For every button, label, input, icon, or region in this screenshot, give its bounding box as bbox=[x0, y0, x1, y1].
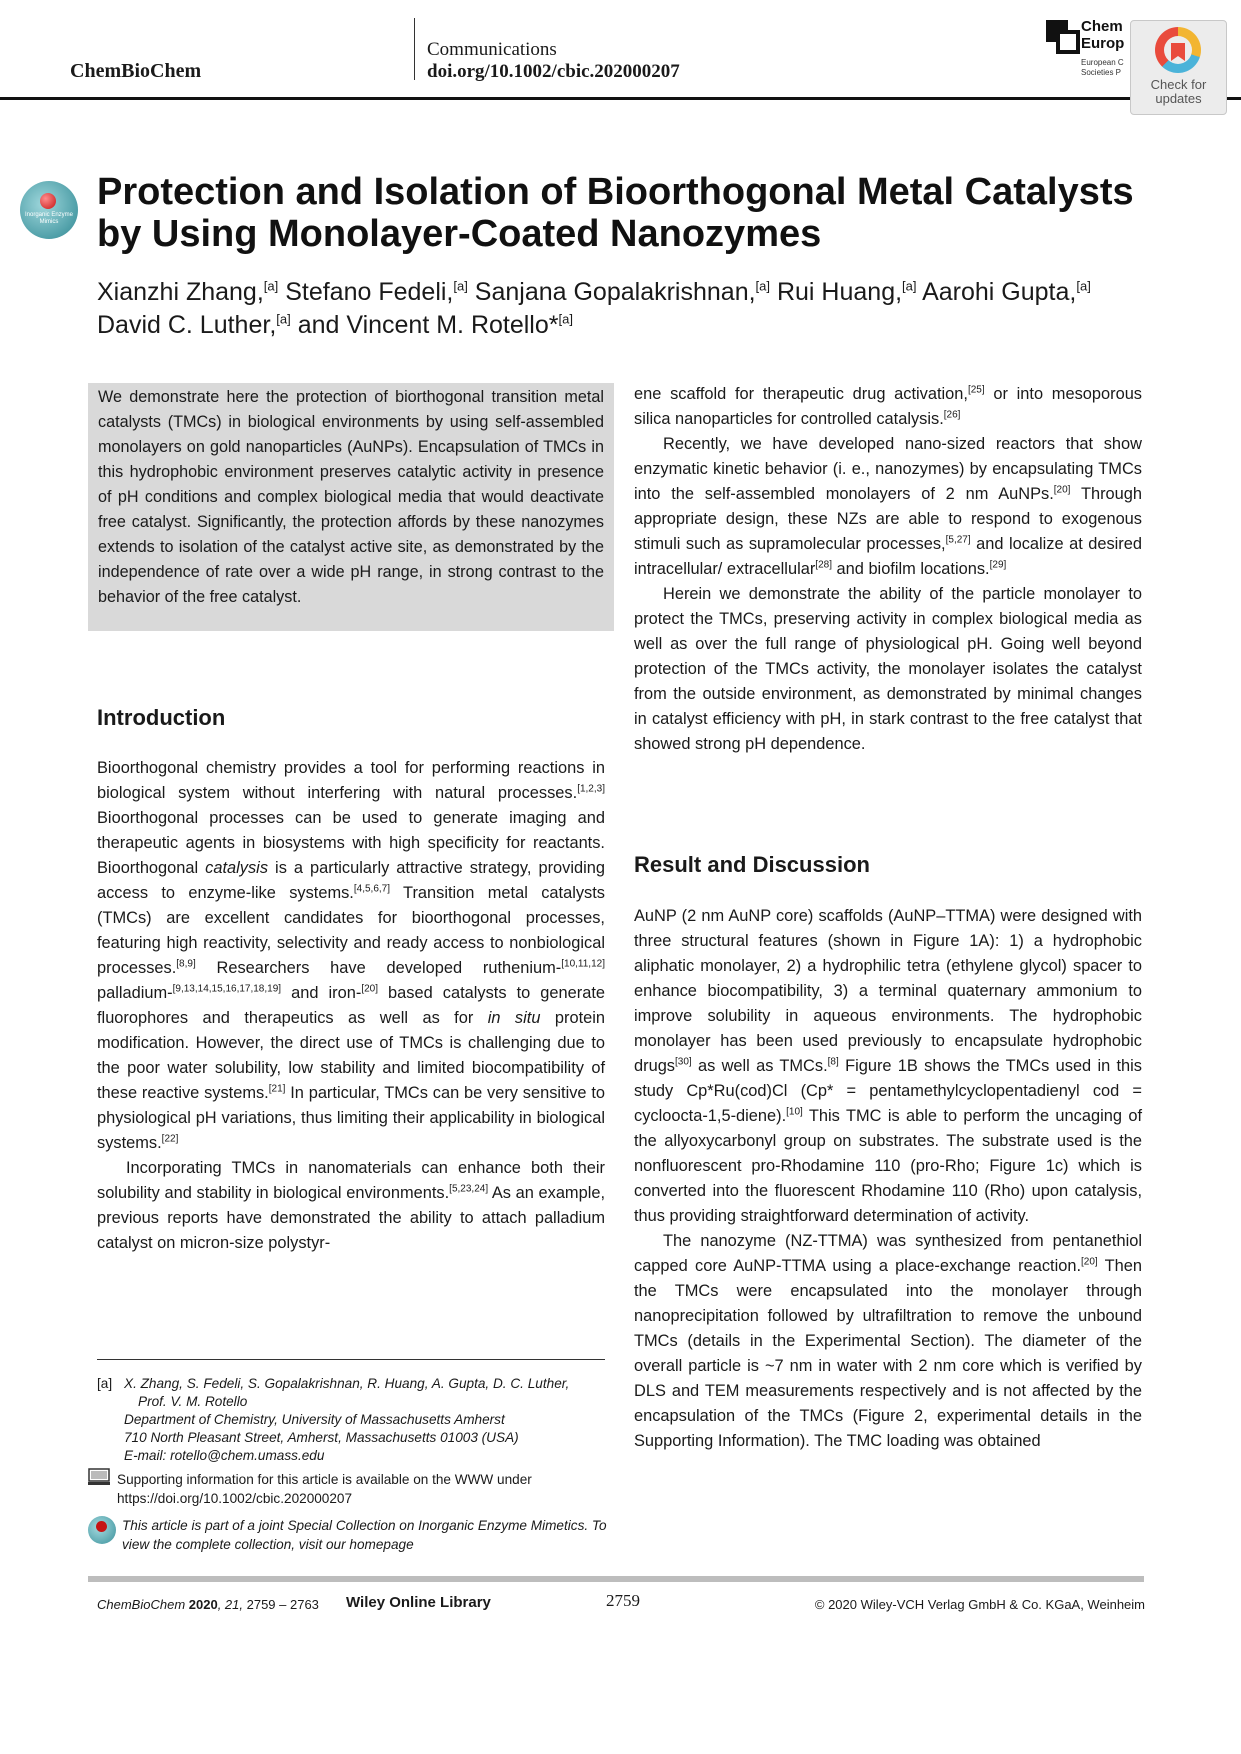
author bbox=[475, 278, 770, 306]
citation-ref: [22] bbox=[161, 1133, 179, 1145]
chemistry-europe-logo-icon bbox=[1046, 18, 1086, 58]
author-affiliation: [a] bbox=[755, 278, 771, 294]
citation-ref: [4,5,6,7] bbox=[353, 883, 390, 895]
collection-sphere-icon bbox=[96, 1521, 107, 1532]
publisher-logo-line: Europ bbox=[1081, 35, 1125, 52]
introduction-body bbox=[97, 756, 605, 1256]
results-heading: Result and Discussion bbox=[634, 852, 870, 877]
author bbox=[285, 278, 468, 306]
affiliation-lines bbox=[124, 1375, 604, 1465]
text-run: palladium- bbox=[97, 984, 173, 1002]
paragraph bbox=[634, 582, 1142, 757]
publisher-logo-subline: European C bbox=[1081, 58, 1124, 67]
author-name: David C. Luther, bbox=[97, 311, 277, 339]
citation-ref: [8] bbox=[827, 1056, 839, 1068]
affiliation-email[interactable]: E-mail: rotello@chem.umass.edu bbox=[124, 1448, 325, 1463]
citation-ref: [28] bbox=[815, 559, 832, 571]
badge-label: Inorganic Enzyme Mimics bbox=[24, 212, 74, 225]
citation-ref: [20] bbox=[1081, 1256, 1098, 1268]
citation-ref: [1,2,3] bbox=[577, 783, 605, 795]
footer-volume: , 21, bbox=[217, 1597, 243, 1612]
citation-ref: [20] bbox=[1053, 484, 1071, 496]
text-run: Bioorthogonal chemistry provides a tool for performing reactions in biological system without interfering with natural processes. bbox=[97, 759, 605, 802]
paragraph bbox=[97, 756, 605, 1156]
text-run: Bioorthogonal processes can be used to generate imaging and therapeutic agents in biosystems with high specificity for reactants. Bioorthogonal bbox=[97, 809, 605, 877]
affiliation-line: X. Zhang, S. Fedeli, S. Gopalakrishnan, R. Huang, A. Gupta, D. C. Luther, bbox=[124, 1376, 570, 1391]
citation-ref: [5,23,24] bbox=[449, 1183, 489, 1195]
affiliation-line: 710 North Pleasant Street, Amherst, Massachusetts 01003 (USA) bbox=[124, 1430, 519, 1445]
paragraph bbox=[634, 904, 1142, 1229]
author-name: and Vincent M. Rotello* bbox=[297, 311, 559, 339]
doi-link[interactable]: doi.org/10.1002/cbic.202000207 bbox=[427, 61, 680, 82]
supporting-information-note[interactable]: Supporting information for this article is available on the WWW under https://doi.org/10.1002/cbic.202000207 bbox=[117, 1472, 532, 1506]
citation-ref: [20] bbox=[361, 983, 378, 995]
paragraph bbox=[634, 432, 1142, 582]
abstract-text: We demonstrate here the protection of biorthogonal transition metal catalysts (TMCs) in biological environments by using self-assembled monolayers on gold nanoparticles (AuNPs). Encapsulation of TMCs in this hydrophobic environment preserves catalytic activity in presence of pH conditions and complex biological media that would deactivate free catalyst. Significantly, the protection affords by these nanozymes extends to isolation of the catalyst active site, as demonstrated by the independence of rate over a wide pH range, in strong contrast to the behavior of the free catalyst. bbox=[98, 388, 604, 606]
text-run: Herein we demonstrate the ability of the particle monolayer to protect the TMCs, preserving activity in complex biological media as well as over the full range of physiological pH. Going well beyond protection of the TMCs activity, the monolayer isolates the catalyst from the outside environment, as demonstrated by minimal changes in catalyst efficiency with pH, in stark contrast to the free catalyst that showed strong pH dependence. bbox=[634, 585, 1142, 753]
author-name: Stefano Fedeli, bbox=[285, 278, 454, 306]
citation-ref: [21] bbox=[268, 1083, 286, 1095]
footnote-divider bbox=[97, 1359, 605, 1360]
text-run: Figure 1B shows the TMCs used in this study Cp*Ru(cod)Cl (Cp* = pentamethylcyclopentadienyl cod = cycloocta-1,5-diene). bbox=[634, 1057, 1143, 1125]
affiliation-line: Department of Chemistry, University of Massachusetts Amherst bbox=[124, 1412, 505, 1427]
text-run: Then the TMCs were encapsulated into the monolayer through nanoprecipitation followed by ultrafiltration to remove the unbound TMCs (details in the Experimental Section). The diameter of the overall particle is ~7 nm in water with 2 nm core which is verified by DLS and TEM measurements respectively and is not affected by the encapsulation of the TMCs (Figure 2, experimental details in the Supporting Information). The TMC loading was obtained bbox=[634, 1257, 1142, 1450]
special-collection-badge-icon bbox=[20, 181, 78, 239]
italic-text: in situ bbox=[487, 1009, 541, 1027]
author bbox=[298, 311, 573, 339]
paragraph bbox=[634, 1229, 1142, 1454]
header-rule bbox=[0, 97, 1241, 100]
text-run: as well as TMCs. bbox=[691, 1057, 828, 1075]
text-run: is a particularly attractive strategy, providing access to enzyme-like systems. bbox=[97, 859, 605, 902]
text-run: Incorporating TMCs in nanomaterials can enhance both their solubility and stability in biological environments. bbox=[97, 1159, 605, 1202]
footer-year: 2020 bbox=[188, 1597, 218, 1612]
author-affiliation: [a] bbox=[558, 311, 573, 327]
footer-rule bbox=[88, 1576, 1144, 1582]
author-affiliation: [a] bbox=[902, 278, 917, 294]
citation-ref: [8,9] bbox=[176, 958, 196, 970]
author bbox=[777, 278, 917, 306]
italic-text: catalysis bbox=[205, 859, 269, 877]
citation-ref: [10,11,12] bbox=[561, 958, 605, 970]
paragraph bbox=[97, 1156, 605, 1256]
text-run: protein modification. However, the direct use of TMCs is challenging due to the poor water solubility, low stability and limited biocompatibility of these reactive systems. bbox=[97, 1009, 605, 1102]
author-name: Rui Huang, bbox=[776, 278, 903, 306]
abstract-box bbox=[88, 383, 614, 631]
text-run: AuNP (2 nm AuNP core) scaffolds (AuNP–TTMA) were designed with three structural features (shown in Figure 1A): 1) a hydrophobic aliphatic monolayer, 2) a hydrophilic tetra (ethylene glycol) spacer to enhance biocompatibility, 3) a terminal quaternary ammonium to improve solubility in aqueous environments. The hydrophobic monolayer has been used previously to encapsulate hydrophobic drugs bbox=[634, 907, 1142, 1075]
article-title: Protection and Isolation of Bioorthogonal Metal Catalysts by Using Monolayer-Coated Nanozymes bbox=[97, 171, 1134, 255]
publisher-logo-text bbox=[1081, 18, 1131, 52]
citation-ref: [30] bbox=[675, 1056, 692, 1068]
copyright-notice: © 2020 Wiley-VCH Verlag GmbH & Co. KGaA, Weinheim bbox=[814, 1597, 1145, 1612]
citation-ref: [5,27] bbox=[945, 534, 971, 546]
introduction-continued bbox=[634, 382, 1142, 757]
citation-ref: [9,13,14,15,16,17,18,19] bbox=[172, 983, 282, 995]
journal-name: ChemBioChem bbox=[70, 60, 202, 82]
affiliation-marker: [a] bbox=[97, 1376, 113, 1391]
affiliation-line: Prof. V. M. Rotello bbox=[138, 1394, 248, 1409]
author bbox=[922, 278, 1091, 306]
results-body bbox=[634, 904, 1142, 1454]
special-collection-note: This article is part of a joint Special Collection on Inorganic Enzyme Mimetics. To view the complete collection, visit our homepage bbox=[122, 1518, 607, 1552]
header-divider bbox=[414, 18, 415, 80]
author-list bbox=[97, 276, 1157, 342]
text-run: This TMC is able to perform the uncaging of the allyoxycarbonyl group on substrates. The substrate used is the nonfluorescent pro-Rhodamine 110 (pro-Rho; Figure 1c) which is converted into the fluorescent Rhodamine 110 (Rho) upon catalysis, thus providing straightforward determination of activity. bbox=[634, 1107, 1142, 1225]
author-affiliation: [a] bbox=[1076, 278, 1091, 294]
section-label: Communications bbox=[427, 39, 557, 60]
check-for-updates-button[interactable] bbox=[1130, 20, 1227, 115]
author-affiliation: [a] bbox=[453, 278, 468, 294]
text-run: Transition metal catalysts (TMCs) are excellent candidates for bioorthogonal processes, featuring high reactivity, selectivity and ready access to nonbiological processes. bbox=[97, 884, 605, 977]
citation-ref: [29] bbox=[989, 559, 1007, 571]
text-run: and iron- bbox=[281, 984, 362, 1002]
text-run: Recently, we have developed nano-sized reactors that show enzymatic kinetic behavior (i. e., nanozymes) by encapsulating TMCs into the self-assembled monolayers of 2 nm AuNPs. bbox=[634, 435, 1142, 503]
author-name: Sanjana Gopalakrishnan, bbox=[474, 278, 756, 306]
publisher-logo-subtext bbox=[1081, 58, 1131, 78]
text-run: The nanozyme (NZ-TTMA) was synthesized from pentanethiol capped core AuNP-TTMA using a place-exchange reaction. bbox=[634, 1232, 1142, 1275]
page-number: 2759 bbox=[606, 1591, 640, 1610]
text-run: or into mesoporous silica nanoparticles for controlled catalysis. bbox=[634, 385, 1143, 428]
footer-citation bbox=[97, 1597, 319, 1612]
text-run: In particular, TMCs can be very sensitive to physiological pH variations, thus limiting their applicability in biological systems. bbox=[97, 1084, 605, 1152]
author bbox=[97, 311, 291, 339]
paragraph bbox=[634, 382, 1142, 432]
publisher-logo-subline: Societies P bbox=[1081, 68, 1122, 77]
special-collection-icon bbox=[88, 1516, 116, 1544]
author-name: Aarohi Gupta, bbox=[922, 278, 1077, 306]
publisher-logo-line: Chem bbox=[1081, 18, 1123, 35]
text-run: Through appropriate design, these NZs are able to respond to exogenous stimuli such as supramolecular processes, bbox=[634, 485, 1142, 553]
footer-pages: 2759 – 2763 bbox=[243, 1597, 319, 1612]
badge-sphere-icon bbox=[40, 193, 56, 209]
text-run: and localize at desired intracellular/ extracellular bbox=[634, 535, 1142, 578]
citation-ref: [25] bbox=[967, 384, 985, 396]
text-run: Researchers have developed ruthenium- bbox=[195, 959, 562, 977]
introduction-heading: Introduction bbox=[97, 705, 226, 730]
citation-ref: [10] bbox=[786, 1106, 803, 1118]
author-affiliation: [a] bbox=[263, 278, 279, 294]
text-run: based catalysts to generate fluorophores and therapeutics as well as for bbox=[97, 984, 606, 1027]
text-run: and biofilm locations. bbox=[831, 560, 990, 578]
check-for-updates-label: Check for updates bbox=[1150, 77, 1207, 106]
text-run: As an example, previous reports have demonstrated the ability to attach palladium catalyst on micron-size polystyr- bbox=[97, 1184, 606, 1252]
citation-ref: [26] bbox=[943, 409, 961, 421]
author bbox=[97, 278, 278, 306]
text-run: ene scaffold for therapeutic drug activation, bbox=[634, 385, 968, 403]
author-affiliation: [a] bbox=[276, 311, 291, 327]
footer-journal: ChemBioChem bbox=[97, 1597, 186, 1612]
author-name: Xianzhi Zhang, bbox=[97, 278, 264, 306]
wiley-online-library-link[interactable]: Wiley Online Library bbox=[346, 1594, 491, 1611]
computer-icon bbox=[88, 1468, 110, 1486]
